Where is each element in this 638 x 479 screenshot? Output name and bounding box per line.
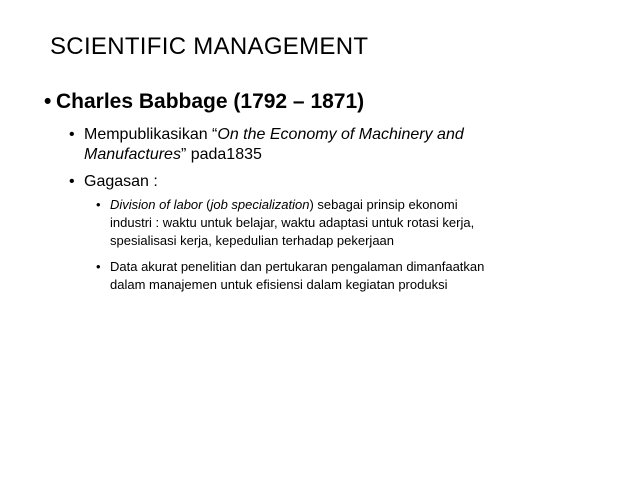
bullet-dot: • — [44, 90, 52, 113]
sub-bullet-division-of-labor — [96, 196, 474, 250]
bullet-dot: • — [96, 259, 101, 274]
accurate-data-line-2: dalam manajemen untuk efisiensi dalam kegiatan produksi — [110, 277, 448, 292]
book-title-line-2: Manufactures — [84, 146, 181, 163]
publication-text — [84, 125, 464, 165]
publication-line-2 — [84, 145, 464, 165]
ideas-label: Gagasan : — [84, 173, 158, 190]
division-line-3: spesialisasi kerja, kepedulian terhadap pekerjaan — [110, 233, 395, 248]
bullet-publication — [69, 125, 464, 165]
sub-bullet-accurate-data — [96, 258, 484, 294]
division-line-1 — [110, 196, 474, 214]
bullet-ideas — [69, 172, 158, 192]
accurate-data-line-1: Data akurat penelitian dan pertukaran pengalaman dimanfaatkan — [110, 259, 485, 274]
bullet-dot: • — [96, 197, 101, 212]
division-line-1-rest: ) sebagai prinsip ekonomi — [309, 197, 458, 212]
bullet-dot: • — [69, 173, 75, 190]
paren-open: ( — [202, 197, 211, 212]
term-division-of-labor: Division of labor — [110, 197, 203, 212]
book-title-line-1: On the Economy of Machinery and — [217, 126, 464, 143]
publication-line-1 — [84, 125, 464, 145]
slide-title: SCIENTIFIC MANAGEMENT — [50, 33, 369, 60]
publication-prefix: Mempublikasikan “ — [84, 126, 218, 143]
heading-text: Charles Babbage (1792 – 1871) — [56, 90, 365, 113]
division-of-labor-text — [110, 196, 474, 250]
publication-suffix: ” pada1835 — [180, 146, 262, 163]
bullet-dot: • — [69, 126, 75, 143]
heading-bullet — [44, 90, 364, 114]
accurate-data-text — [110, 258, 484, 294]
division-line-2: industri : waktu untuk belajar, waktu adaptasi untuk rotasi kerja, — [110, 215, 475, 230]
term-job-specialization: job specialization — [210, 197, 310, 212]
